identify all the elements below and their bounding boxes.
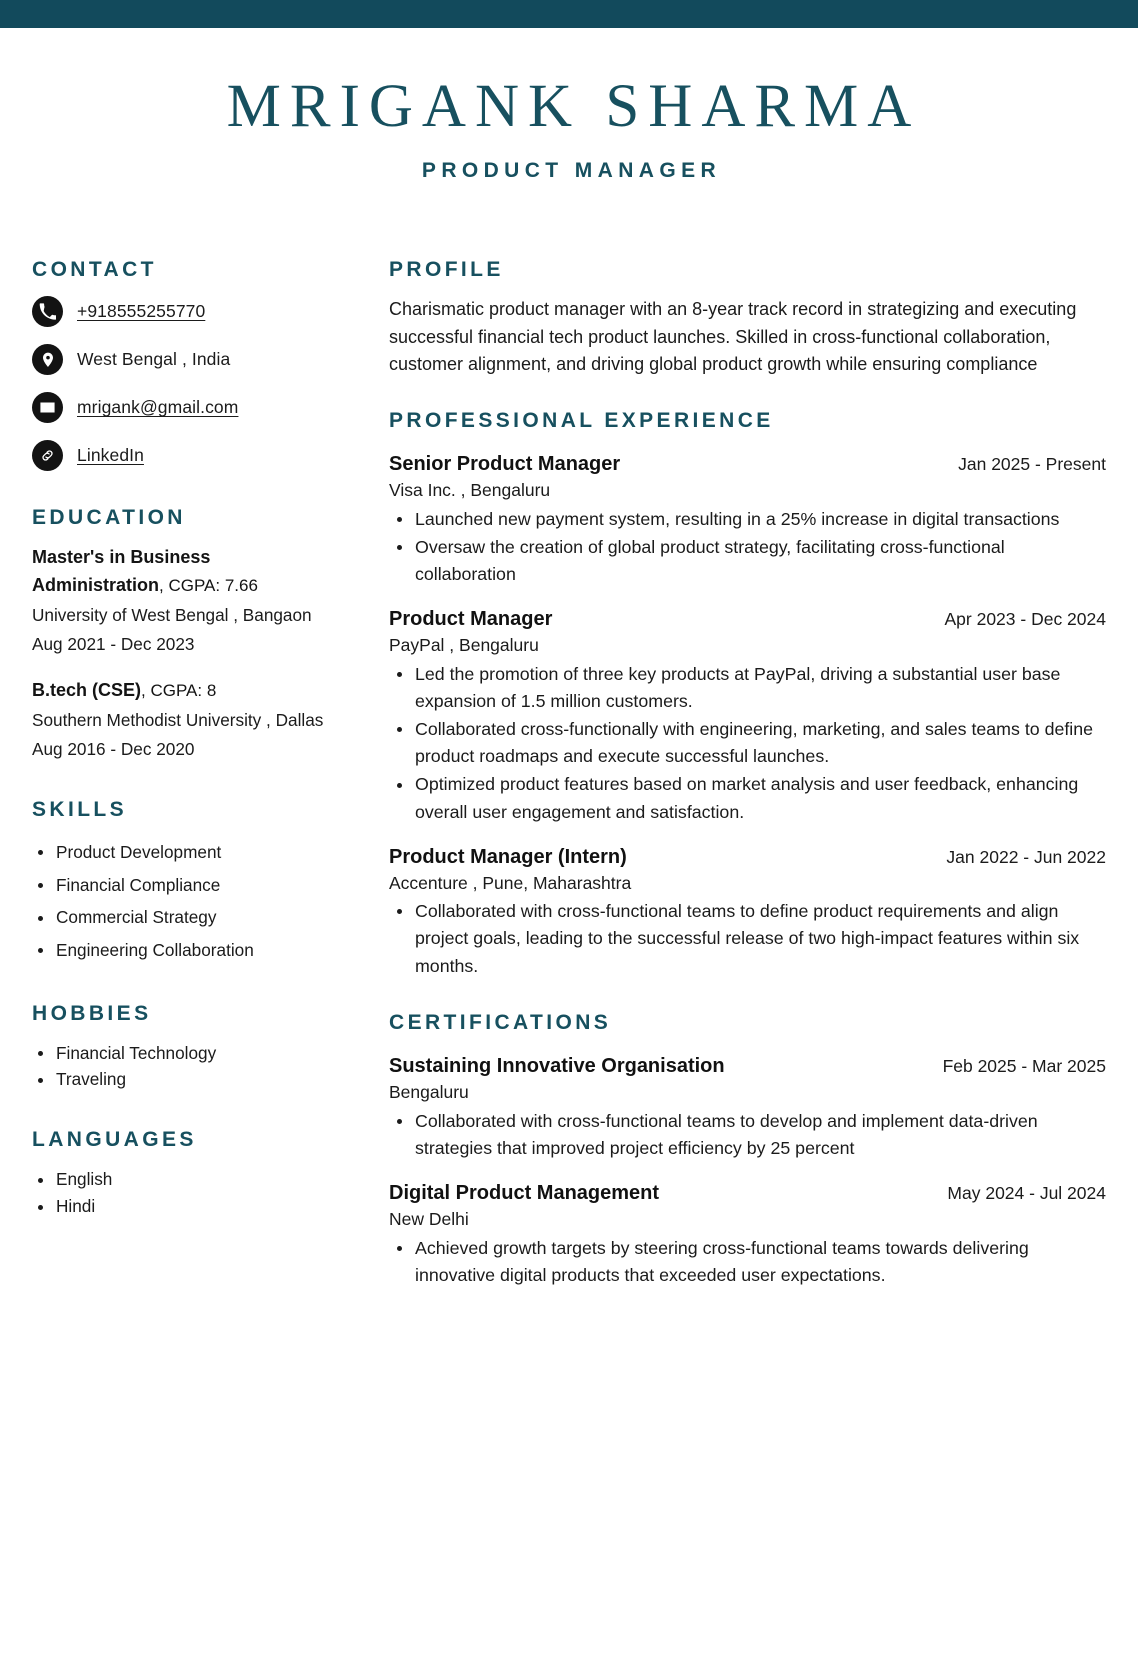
education-degree xyxy=(32,544,338,600)
experience-role: Product Manager xyxy=(389,608,553,631)
languages-heading: LANGUAGES xyxy=(32,1128,197,1152)
contact-email-value[interactable]: mrigank@gmail.com xyxy=(77,397,239,418)
experience-role: Product Manager (Intern) xyxy=(389,845,627,868)
list-item: Optimized product features based on market analysis and user feedback, enhancing overall user engagement and satisfaction. xyxy=(389,771,1106,825)
contact-phone-value[interactable]: +918555255770 xyxy=(77,301,206,322)
certifications-heading: CERTIFICATIONS xyxy=(389,1010,612,1034)
list-item: Oversaw the creation of global product strategy, facilitating cross-functional collaboration xyxy=(389,534,1106,588)
experience-role: Senior Product Manager xyxy=(389,453,621,476)
education-cgpa: , CGPA: 7.66 xyxy=(159,576,258,596)
list-item: Collaborated with cross-functional teams to define product requirements and align project goals, leading to the successful release of two high-impact features within six months. xyxy=(389,898,1106,979)
experience-heading: PROFESSIONAL EXPERIENCE xyxy=(389,409,774,433)
contact-location-value: West Bengal , India xyxy=(77,349,231,370)
certification-bullets xyxy=(389,1235,1106,1289)
experience-bullets xyxy=(389,898,1106,979)
candidate-name: MRIGANK SHARMA xyxy=(226,73,921,140)
experience-section xyxy=(389,408,1106,979)
experience-date: Jan 2025 - Present xyxy=(958,454,1106,475)
contact-item-phone[interactable] xyxy=(32,296,338,327)
education-degree-name: Master's in Business Administration xyxy=(32,547,211,596)
list-item: Achieved growth targets by steering cross-functional teams towards delivering innovative digital products that exceeded user expectations. xyxy=(389,1235,1106,1289)
certification-date: May 2024 - Jul 2024 xyxy=(947,1182,1106,1203)
sidebar-column xyxy=(32,257,362,1290)
languages-section xyxy=(32,1127,338,1220)
certification-location: Bengaluru xyxy=(389,1081,469,1102)
skills-list xyxy=(32,836,338,967)
profile-text: Charismatic product manager with an 8-year track record in strategizing and executing successful financial tech product launches. Skilled in cross-functional collaboration, customer alignment, and driving global product growth while ensuring compliance xyxy=(389,299,1077,374)
experience-entry xyxy=(389,844,1106,980)
experience-entry xyxy=(389,606,1106,825)
contact-item-location xyxy=(32,344,338,375)
education-dates: Aug 2016 - Dec 2020 xyxy=(32,739,195,760)
profile-heading: PROFILE xyxy=(389,258,504,281)
contact-item-linkedin[interactable] xyxy=(32,440,338,471)
hobbies-heading: HOBBIES xyxy=(32,1001,152,1025)
certification-entry xyxy=(389,1180,1106,1289)
certification-entry xyxy=(389,1053,1106,1162)
certification-entry-header xyxy=(389,1180,1106,1207)
contact-item-email[interactable] xyxy=(32,392,338,423)
phone-icon xyxy=(32,296,63,327)
hobbies-list xyxy=(32,1040,338,1093)
languages-list xyxy=(32,1166,338,1219)
list-item: Led the promotion of three key products at PayPal, driving a substantial user base expansion of 1.5 million customers. xyxy=(389,661,1106,715)
list-item: English xyxy=(32,1166,338,1193)
contact-linkedin-value[interactable]: LinkedIn xyxy=(77,445,144,466)
certification-title: Digital Product Management xyxy=(389,1181,660,1204)
candidate-job-title: PRODUCT MANAGER xyxy=(421,159,722,182)
experience-bullets xyxy=(389,661,1106,825)
resume-body xyxy=(0,257,1138,1290)
education-item xyxy=(32,677,338,762)
experience-org: Visa Inc. , Bengaluru xyxy=(389,480,551,501)
list-item: Commercial Strategy xyxy=(32,901,338,934)
top-accent-bar xyxy=(0,0,1138,28)
experience-org: Accenture , Pune, Maharashtra xyxy=(389,872,632,893)
education-item xyxy=(32,544,338,657)
list-item: Product Development xyxy=(32,836,338,869)
contact-list xyxy=(32,296,338,471)
certification-location: New Delhi xyxy=(389,1208,469,1229)
contact-section xyxy=(32,257,338,471)
education-school: University of West Bengal , Bangaon xyxy=(32,605,312,626)
certification-date: Feb 2025 - Mar 2025 xyxy=(942,1055,1106,1076)
main-column xyxy=(362,257,1106,1290)
list-item: Engineering Collaboration xyxy=(32,934,338,967)
experience-entry-header xyxy=(389,606,1106,633)
experience-date: Jan 2022 - Jun 2022 xyxy=(946,846,1106,867)
skills-section xyxy=(32,797,338,967)
list-item: Launched new payment system, resulting in a 25% increase in digital transactions xyxy=(389,506,1106,533)
experience-entry-header xyxy=(389,844,1106,871)
experience-date: Apr 2023 - Dec 2024 xyxy=(944,609,1106,630)
experience-entry xyxy=(389,451,1106,588)
hobbies-section xyxy=(32,1001,338,1094)
skills-heading: SKILLS xyxy=(32,797,128,821)
list-item: Collaborated with cross-functional teams to develop and implement data-driven strategies that improved project efficiency by 25 percent xyxy=(389,1108,1106,1162)
experience-bullets xyxy=(389,506,1106,588)
education-cgpa: , CGPA: 8 xyxy=(141,681,217,701)
link-icon xyxy=(32,440,63,471)
experience-entry-header xyxy=(389,451,1106,478)
education-dates: Aug 2021 - Dec 2023 xyxy=(32,633,195,654)
resume-header xyxy=(0,28,1138,183)
education-degree-name: B.tech (CSE) xyxy=(32,680,142,701)
profile-section xyxy=(389,257,1106,378)
certification-bullets xyxy=(389,1108,1106,1162)
education-degree xyxy=(32,677,338,705)
contact-heading: CONTACT xyxy=(32,258,157,281)
certification-title: Sustaining Innovative Organisation xyxy=(389,1054,725,1077)
certifications-section xyxy=(389,1010,1106,1289)
education-section xyxy=(32,505,338,762)
education-school: Southern Methodist University , Dallas xyxy=(32,710,324,731)
list-item: Traveling xyxy=(32,1066,338,1093)
education-heading: EDUCATION xyxy=(32,506,186,530)
list-item: Collaborated cross-functionally with engineering, marketing, and sales teams to define product roadmaps and execute successful launches. xyxy=(389,716,1106,770)
list-item: Financial Compliance xyxy=(32,869,338,902)
certification-entry-header xyxy=(389,1053,1106,1080)
list-item: Hindi xyxy=(32,1193,338,1220)
envelope-icon xyxy=(32,392,63,423)
list-item: Financial Technology xyxy=(32,1040,338,1067)
location-pin-icon xyxy=(32,344,63,375)
experience-org: PayPal , Bengaluru xyxy=(389,635,539,656)
